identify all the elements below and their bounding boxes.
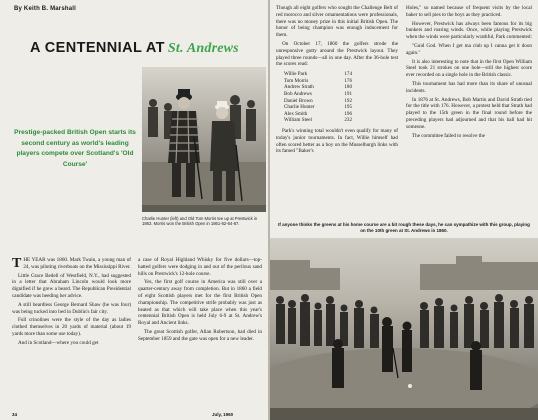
right-page xyxy=(270,0,538,420)
right-column-2 xyxy=(406,5,532,141)
paragraph: The committee failed to resolve the xyxy=(412,132,485,139)
headline-text: A CENTENNIAL AT xyxy=(30,40,165,56)
paragraph: And in Scotland—where you could get xyxy=(18,339,99,346)
score-row: Willie Park 174 xyxy=(284,71,352,78)
score-row: Andrew Strath 180 xyxy=(284,84,352,91)
byline: By Keith B. Marshall xyxy=(14,6,77,12)
score-row: Alex Smith 196 xyxy=(284,110,352,117)
headline xyxy=(30,40,266,57)
right-column-1 xyxy=(276,5,398,157)
headline-script-text: St. Andrews xyxy=(167,41,239,56)
paragraph: Though all eight golfers who sought the Challenge Belt of red morocco and silver ornamentations were professionals, there was no money prize in this initial British Open. The honor of being champion was enough inducement for them. xyxy=(276,5,398,39)
paragraph: Holes," so named because of frequent visits by the local baker to sell pies to the boys as they practiced. xyxy=(406,5,532,18)
left-column-1 xyxy=(12,257,131,349)
paragraph: a case of Royal Highland Whisky for five dollars—top-hatted golfers were dodging in and out of the perilous sand hills on Prestwick's 12-hole course. xyxy=(138,257,262,277)
paragraph: However, Prestwick has always been famous for its big bunkers and roaring winds. Once, while playing Prestwick when the winds were particularly wrathful, Park commented: xyxy=(406,20,532,41)
page-number: 34 xyxy=(12,412,18,417)
score-row: William Steel 232 xyxy=(284,117,352,124)
paragraph: Little Grace Bedell of Westfield, N.Y., had suggested in a letter that Abraham Lincoln would look more dignified if he grew a beard. The Republican Presidential candidate was heeding her advice. xyxy=(12,272,131,299)
issue-date: July, 1960 xyxy=(212,412,234,417)
photo-illustration xyxy=(142,67,266,212)
score-row: Charlie Hunter 195 xyxy=(284,104,352,111)
paragraph: Park's winning total wouldn't even qualify for many of today's junior tournaments. In fact, Willie himself had often scored better as a boy on the Musselburgh links with its famed "Baker's xyxy=(276,127,398,155)
left-page xyxy=(0,0,268,420)
historic-photo-st-andrews-green xyxy=(270,238,538,420)
score-row: Tom Morris 176 xyxy=(284,77,352,84)
photo-caption: If anyone thinks the greens at his home course are a bit rough these days, he can sympathize with this group, playing on the 10th green at St. Andrews in 1860. xyxy=(278,222,530,233)
score-row: Bob Andrews 191 xyxy=(284,90,352,97)
paragraph: On October 17, 1860 the golfers strode the unresponsive gutty around the Prestwick layout. They played three rounds—all in one day. After the 36-hole test the scores read: xyxy=(276,40,398,68)
paragraph: In 1876 at St. Andrews, Bob Martin and David Strath tied for the title with 176. However, a protest held that Strath had played to the 15th green in the final round before the preceding players had adjourned and that his ball had hit someone. xyxy=(406,96,532,130)
paragraph: It is also interesting to note that in the first Open William Steel took 21 strokes on one hole—still the highest score ever recorded on a single hole in the British classic. xyxy=(406,58,532,79)
paragraph: Full crinolines were the style of the day as ladies clothed themselves in 20 yards of material (about 19 yards more than some use today). xyxy=(12,317,131,337)
left-column-2 xyxy=(138,257,262,345)
paragraph: A still beardless George Bernard Shaw (he was four) was being tucked into bed in Dublin's fair city. xyxy=(12,301,131,315)
paragraph: The great Scottish golfer, Allan Robertson, had died in September 1859 and the gate was open for a new leader. xyxy=(138,328,262,342)
paragraph: THE YEAR was 1860. Mark Twain, a young man of 24, was piloting riverboats on the Mississippi River. xyxy=(12,256,131,271)
photo-caption: Charlie Hunter (left) and Old Tom Morris tee up at Prestwick in 1863. Morris won the British Open in 1861-62-64-67. xyxy=(142,216,258,227)
paragraph: "Guid God. When I get ma club up I canna get it doon again." xyxy=(406,42,532,56)
paragraph: This tournament has had more than its share of unusual incidents. xyxy=(406,80,532,94)
historic-photo-prestwick xyxy=(142,67,266,212)
score-row: Daniel Brown 192 xyxy=(284,97,352,104)
paragraph: Yes, the first golf course in America was still over a quarter-century away from completion. But in 1860 a field of eight Scottish players met for the first British Open championship. The competitive strife probably was just as heated as that which will take place when this year's centennial British Open is held July 6-9 at St. Andrew's Royal and Ancient links. xyxy=(138,279,262,327)
drop-cap: T xyxy=(12,256,22,271)
score-table xyxy=(284,71,352,124)
teaser-text: Prestige-packed British Open starts its second century as world's leading players compete over Scotland's 'Old Course' xyxy=(14,129,136,168)
photo-illustration xyxy=(270,238,538,420)
